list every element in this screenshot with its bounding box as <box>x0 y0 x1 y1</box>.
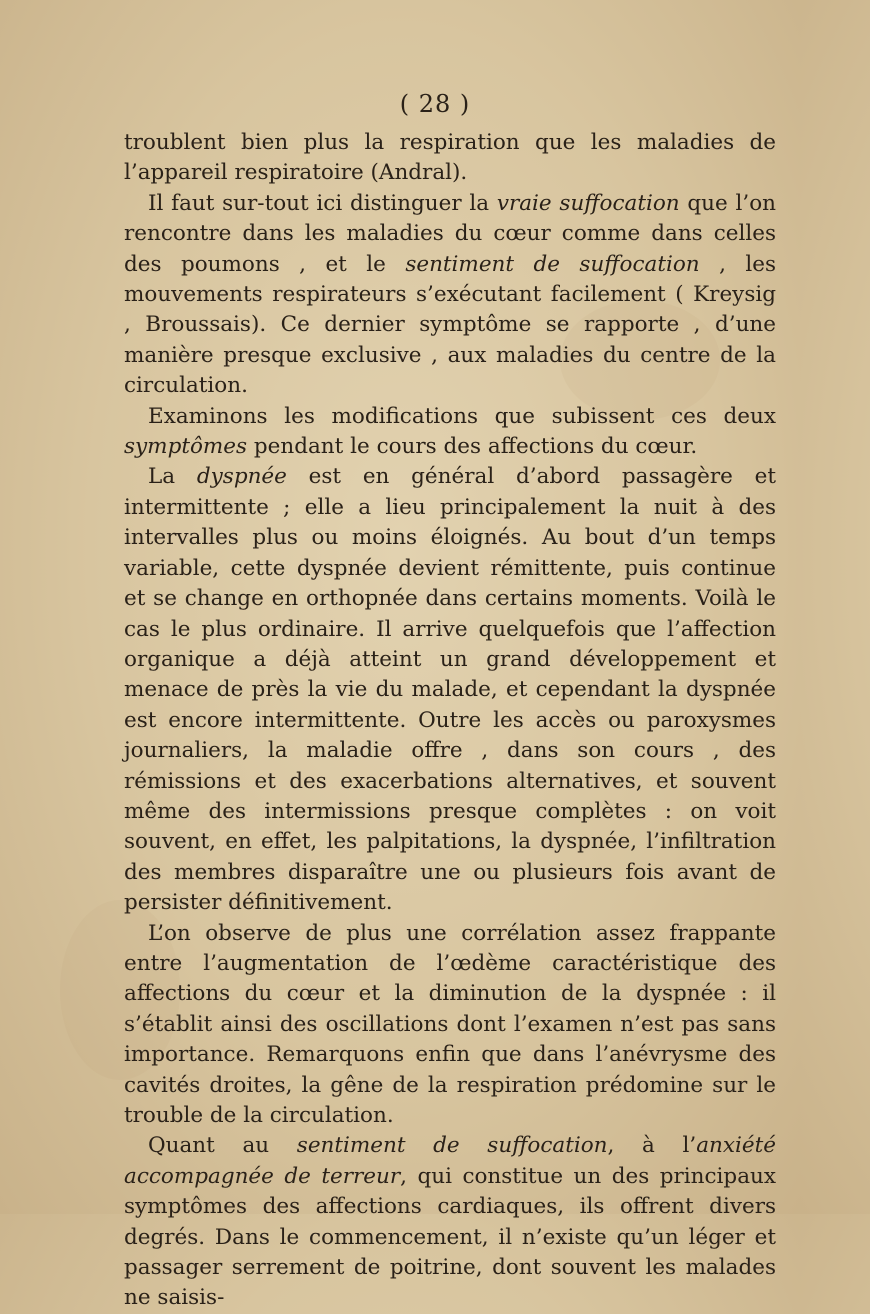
paragraph <box>124 189 776 402</box>
text-run: Quant au <box>148 1133 297 1159</box>
paragraph <box>124 919 776 1132</box>
italic-phrase: dyspnée <box>196 464 287 490</box>
text-run: L’on observe de plus une corrélation assez frappante entre l’augmentation de l’œdème caractéristique des affections du cœur et la diminution de la dyspnée : il s’établit ainsi des oscillations dont l’examen n’est pas sans importance. Remarquons enfin que dans l’anévrysme des cavités droites, la gêne de la respiration prédomine sur le trouble de la circulation. <box>124 920 776 1128</box>
text-run: est en général d’abord passagère et intermittente ; elle a lieu principalement la nuit à des intervalles plus ou moins éloignés. Au bout d’un temps variable, cette dyspnée devient rémittente, puis continue et se change en orthopnée dans certains moments. Voilà le cas le plus ordinaire. Il arrive quelquefois que l’affection organique a déjà atteint un grand développement et menace de près la vie du malade, et cependant la dyspnée est encore intermittente. Outre les accès ou paroxysmes journaliers, la maladie offre , dans son cours , des rémissions et des exacerbations alternatives, et souvent même des intermissions presque complètes : on voit souvent, en effet, les palpitations, la dyspnée, l’infiltration des membres disparaître une ou plusieurs fois avant de persister définitivement. <box>124 464 776 916</box>
paragraph <box>124 402 776 463</box>
italic-phrase: sentiment de suffocation <box>296 1133 608 1159</box>
text-run: , à l’ <box>607 1133 697 1159</box>
paragraph <box>124 1131 776 1313</box>
italic-phrase: sentiment de suffocation <box>405 251 700 277</box>
text-run: La <box>148 464 197 490</box>
italic-phrase: symptômes <box>124 434 248 460</box>
text-run: , les mouvements respirateurs s’exécutant facilement ( Kreysig , Broussais). Ce dernier symptôme se rapporte , d’une manière presque exclusive , aux maladies du centre de la circulation. <box>124 251 776 399</box>
text-run: troublent bien plus la respiration que les maladies de l’appareil respiratoire (Andral). <box>124 130 776 186</box>
text-run: pendant le cours des affections du cœur. <box>247 434 698 460</box>
text-run: Il faut sur-tout ici distinguer la <box>148 190 497 216</box>
body-text <box>124 128 776 1314</box>
paragraph <box>124 128 776 189</box>
text-run: Examinons les modifications que subissent ces deux <box>148 403 776 429</box>
text-run: que l’on rencontre dans les maladies du cœur comme dans celles des poumons , et le <box>124 190 776 277</box>
text-run: , qui constitue un des principaux symptômes des affections cardiaques, ils offrent divers degrés. Dans le commencement, il n’existe qu’un léger et passager serrement de poitrine, dont souvent les malades ne saisis- <box>124 1163 776 1311</box>
page-number: ( 28 ) <box>399 90 471 118</box>
italic-phrase: anxiété accompagnée de terreur <box>124 1133 776 1189</box>
italic-phrase: vraie suffocation <box>496 190 680 216</box>
paragraph <box>124 462 776 918</box>
